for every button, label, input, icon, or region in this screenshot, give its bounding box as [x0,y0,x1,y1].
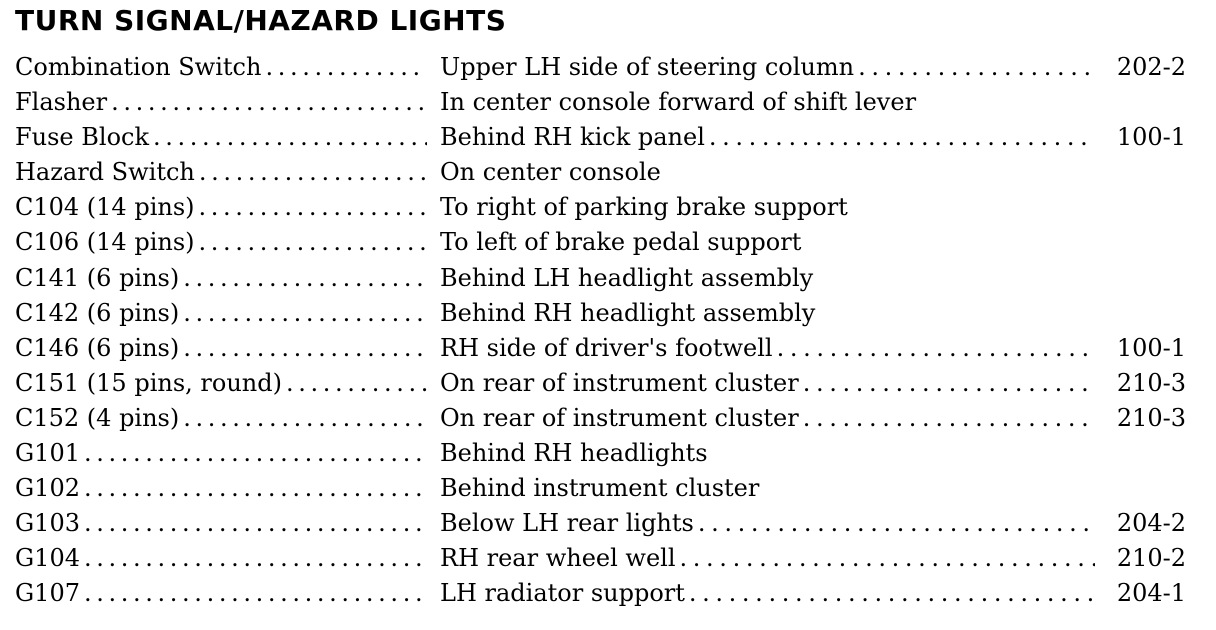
dot-leader [803,366,1095,401]
table-row [15,471,1190,506]
location-cell [440,541,1095,576]
table-row [15,331,1190,366]
component-name: Hazard Switch [15,158,195,187]
component-cell [15,401,427,436]
location-cell [440,190,1095,225]
component-cell [15,436,427,471]
location-cell [440,261,1095,296]
component-cell [15,296,427,331]
table-row [15,366,1190,401]
component-location-table [15,50,1190,612]
component-name: C142 (6 pins) [15,298,180,327]
component-cell [15,366,427,401]
location-cell [440,576,1095,611]
page-ref: 100-1 [1116,333,1186,362]
component-cell [15,261,427,296]
location-text: RH rear wheel well [440,544,676,573]
location-cell [440,331,1095,366]
location-text: Below LH rear lights [440,509,694,538]
dot-leader [680,541,1095,576]
dot-leader [689,576,1095,611]
component-name: G101 [15,439,80,468]
dot-leader [199,155,427,190]
dot-leader [153,120,427,155]
location-text: Behind LH headlight assembly [440,263,814,292]
dot-leader [84,576,427,611]
component-name: C151 (15 pins, round) [15,368,282,397]
component-cell [15,120,427,155]
location-text: Behind RH kick panel [440,123,705,152]
location-text: Behind RH headlight assembly [440,298,816,327]
component-name: C106 (14 pins) [15,228,195,257]
component-name: G104 [15,544,80,573]
location-cell [440,506,1095,541]
table-row [15,50,1190,85]
location-text: LH radiator support [440,579,685,608]
component-name: G103 [15,509,80,538]
page-ref: 202-2 [1116,53,1186,81]
table-row [15,85,1190,120]
component-cell [15,331,427,366]
component-name: Combination Switch [15,53,262,81]
dot-leader [709,120,1095,155]
table-row [15,190,1190,225]
dot-leader [803,401,1095,436]
component-name: C141 (6 pins) [15,263,180,292]
component-cell [15,225,427,260]
component-cell [15,190,427,225]
location-cell [440,155,1095,190]
component-cell [15,50,427,85]
table-row [15,261,1190,296]
location-cell [440,225,1095,260]
table-row [15,506,1190,541]
location-text: Behind instrument cluster [440,474,760,503]
location-text: RH side of driver's footwell [440,333,773,362]
component-cell [15,541,427,576]
location-cell [440,401,1095,436]
page-ref: 204-1 [1116,579,1186,608]
dot-leader [777,331,1095,366]
dot-leader [286,366,427,401]
location-text: To left of brake pedal support [440,228,802,257]
component-cell [15,576,427,611]
location-cell [440,471,1095,506]
location-text: On rear of instrument cluster [440,368,799,397]
location-cell [440,296,1095,331]
location-cell [440,85,1095,120]
page-ref: 210-3 [1116,403,1186,432]
dot-leader [183,331,427,366]
component-cell [15,506,427,541]
dot-leader [84,471,427,506]
dot-leader [84,541,427,576]
location-text: To right of parking brake support [440,193,848,222]
table-row [15,541,1190,576]
dot-leader [183,401,427,436]
table-row [15,296,1190,331]
component-name: G107 [15,579,80,608]
location-text: Behind RH headlights [440,439,708,468]
dot-leader [84,436,427,471]
dot-leader [111,85,427,120]
location-cell [440,436,1095,471]
dot-leader [698,506,1095,541]
component-cell [15,155,427,190]
dot-leader [183,296,427,331]
location-cell [440,366,1095,401]
page-ref: 210-2 [1116,544,1186,573]
dot-leader [199,190,427,225]
table-row [15,120,1190,155]
component-name: Flasher [15,88,108,117]
page-ref: 100-1 [1116,123,1186,152]
component-name: C104 (14 pins) [15,193,195,222]
dot-leader [858,50,1095,85]
table-row [15,225,1190,260]
location-text: In center console forward of shift lever [440,88,917,117]
component-cell [15,85,427,120]
location-cell [440,120,1095,155]
table-row [15,401,1190,436]
table-row [15,155,1190,190]
dot-leader [265,50,427,85]
location-text: On center console [440,158,661,187]
dot-leader [199,225,427,260]
section-title: TURN SIGNAL/HAZARD LIGHTS [15,4,507,37]
location-text: Upper LH side of steering column [440,53,855,81]
table-row [15,436,1190,471]
component-name: Fuse Block [15,123,150,152]
component-name: G102 [15,474,80,503]
location-cell [440,50,1095,85]
dot-leader [183,261,427,296]
dot-leader [84,506,427,541]
table-row [15,576,1190,611]
page-ref: 210-3 [1116,368,1186,397]
page-ref: 204-2 [1116,509,1186,538]
component-name: C146 (6 pins) [15,333,180,362]
location-text: On rear of instrument cluster [440,403,799,432]
component-cell [15,471,427,506]
component-name: C152 (4 pins) [15,403,180,432]
